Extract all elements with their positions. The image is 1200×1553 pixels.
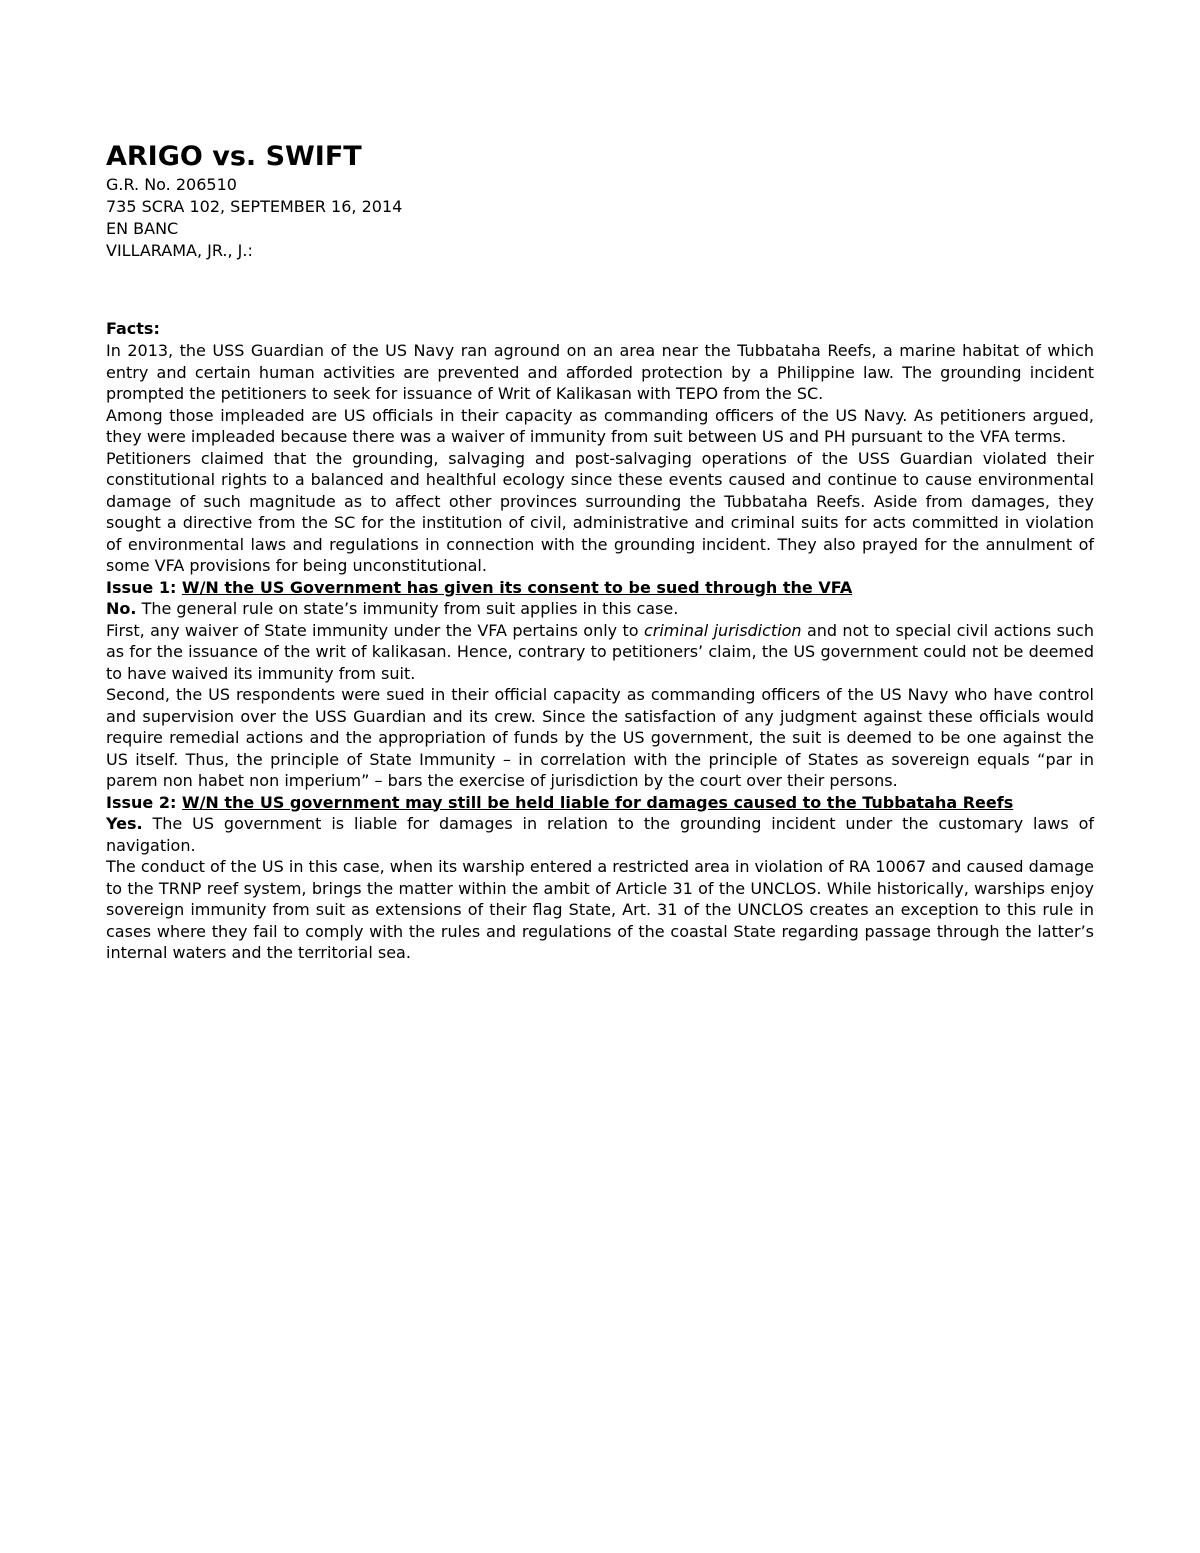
issue-2-paragraph-1: The conduct of the US in this case, when its warship entered a restricted area in violation of RA 10067 and caused damage to the TRNP reef system, brings the matter within the ambit of Article 31 of the UNCLOS. While historically, warships enjoy sovereign immunity from suit as extensions of their flag State, Art. 31 of the UNCLOS creates an exception to this rule in cases where they fail to comply with the rules and regulations of the coastal State regarding passage through the latter’s internal waters and the territorial sea. (106, 857, 1094, 962)
case-title: ARIGO vs. SWIFT (106, 141, 362, 172)
issue-1-label: Issue 1: (106, 577, 177, 597)
gr-number: G.R. No. 206510 (106, 175, 237, 194)
issue-1-paragraph-1 (106, 620, 1094, 685)
ponente: VILLARAMA, JR., J.: (106, 241, 253, 260)
issue-2-answer: Yes. (106, 814, 143, 833)
facts-heading: Facts: (106, 319, 160, 338)
issue-1-paragraph-2: Second, the US respondents were sued in their official capacity as commanding officers of the US Navy who have control and supervision over the USS Guardian and its crew. Since the satisfaction of any judgment against these officials would require remedial actions and the appropriation of funds by the US government, the suit is deemed to be one against the US itself. Thus, the principle of State Immunity – in correlation with the principle of States as sovereign equals “par in parem non habet non imperium” – bars the exercise of jurisdiction by the court over their persons. (106, 685, 1094, 790)
issue-1-p1-after: and not to special civil actions such as for the issuance of the writ of kalikasan. Hence, contrary to petitioners’ claim, the US government could not be deemed to have waived its immunity from suit. (106, 620, 1094, 683)
issue-2-heading (106, 792, 1094, 814)
document-page (106, 140, 1094, 964)
facts-paragraph-3: Petitioners claimed that the grounding, salvaging and post-salvaging operations of the USS Guardian violated their constitutional rights to a balanced and healthful ecology since these events caused and continue to cause environmental damage of such magnitude as to affect other provinces surrounding the Tubbataha Reefs. Aside from damages, they sought a directive from the SC for the institution of civil, administrative and criminal suits for acts committed in violation of environmental laws and regulations in connection with the grounding incident. They also prayed for the annulment of some VFA provisions for being unconstitutional. (106, 448, 1094, 575)
issue-2-ruling (106, 813, 1094, 856)
facts-paragraph-1: In 2013, the USS Guardian of the US Navy ran aground on an area near the Tubbataha Reefs, a marine habitat of which entry and certain human activities are prevented and afforded protection by a Philippine law. The grounding incident prompted the petitioners to seek for issuance of Writ of Kalikasan with TEPO from the SC. (106, 341, 1094, 403)
issue-2-answer-text: The US government is liable for damages in relation to the grounding incident under the customary laws of navigation. (106, 814, 1094, 855)
citation: 735 SCRA 102, SEPTEMBER 16, 2014 (106, 197, 403, 216)
issue-1-p1-italic: criminal jurisdiction (643, 620, 802, 640)
division: EN BANC (106, 219, 179, 238)
issue-2-label: Issue 2: (106, 792, 177, 812)
issue-1-p1-before: First, any waiver of State immunity under the VFA pertains only to (106, 620, 639, 640)
issue-2-question: W/N the US government may still be held liable for damages caused to the Tubbataha Reefs (181, 792, 1014, 812)
issue-1-answer-text: The general rule on state’s immunity from suit applies in this case. (141, 599, 679, 618)
facts-paragraph-2: Among those impleaded are US officials in their capacity as commanding officers of the US Navy. As petitioners argued, they were impleaded because there was a waiver of immunity from suit between US and PH pursuant to the VFA terms. (106, 405, 1094, 446)
issue-1-answer: No. (106, 599, 137, 618)
issue-1-question: W/N the US Government has given its consent to be sued through the VFA (181, 577, 853, 597)
issue-1-heading (106, 577, 1094, 599)
issue-1-ruling (106, 598, 1094, 620)
